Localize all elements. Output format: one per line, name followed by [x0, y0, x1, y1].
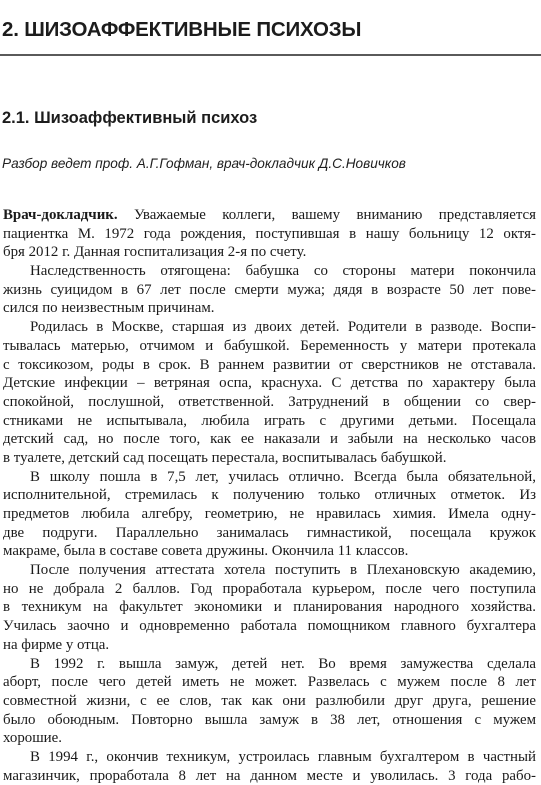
- text-line: магазинчик, проработала 8 лет на данном месте и уволилась. 3 года рабо-: [3, 767, 536, 784]
- text-line: Наследственность отягощена: бабушка со стороны матери покончила: [30, 263, 536, 280]
- speaker-label: Врач-докладчик.: [3, 207, 118, 223]
- text-line: стниками не испытывала, любила играть с другими детьми. Посещала: [3, 412, 536, 429]
- text-line: тывалась матерью, отчимом и бабушкой. Беременность у матери протекала: [3, 337, 536, 354]
- text-line: на фирме у отца.: [3, 636, 110, 653]
- body-text: [3, 206, 536, 785]
- text-line: жизнь суицидом в 67 лет после смерти мужа; дядя в возрасте 50 лет пове-: [3, 281, 536, 298]
- text-line: в туалете, детский сад посещать перестала, воспитывалась бабушкой.: [3, 449, 447, 466]
- text-line: Родилась в Москве, старшая из двоих детей. Родители в разводе. Воспи-: [30, 319, 536, 336]
- text-line: спокойной, послушной, ответственной. Затруднений в общении со свер-: [3, 393, 536, 410]
- text-line: предметов любила алгебру, геометрию, не нравилась химия. Имела одну-: [3, 506, 536, 522]
- text-line: После получения аттестата хотела поступить в Плехановскую академию,: [30, 562, 536, 579]
- text-line: В школу пошла в 7,5 лет, училась отлично. Всегда была обязательной,: [30, 468, 536, 485]
- text-line: пациентка М. 1972 года рождения, поступившая в нашу больницу 12 октя-: [3, 225, 536, 242]
- chapter-title: 2. ШИЗОАФФЕКТИВНЫЕ ПСИХОЗЫ: [2, 18, 362, 41]
- text-line: Училась заочно и одновременно работала помощником главного бухгалтера: [3, 618, 536, 635]
- text-line: В 1994 г., окончив техникум, устроилась главным бухгалтером в частный: [30, 748, 536, 765]
- text-line: бря 2012 г. Данная госпитализация 2-я по счету.: [3, 244, 307, 261]
- text-line: две подруги. Параллельно занималась гимнастикой, посещала кружок: [3, 524, 536, 541]
- text-line: Врач-докладчик. Уважаемые коллеги, вашему вниманию представляется: [3, 207, 536, 223]
- text-line: но не добрала 2 баллов. Год проработала курьером, после чего поступила: [3, 580, 536, 597]
- text-line: хорошие.: [3, 730, 62, 747]
- text-line: детский сад, но после того, как ее наказали и забыли на несколько часов: [3, 431, 536, 448]
- text-line: В 1992 г. вышла замуж, детей нет. Во время замужества сделала: [30, 655, 536, 672]
- text-line: в техникум на факультет экономики и планирования народного хозяйства.: [3, 599, 536, 616]
- text-line: сился по неизвестным причинам.: [3, 300, 215, 317]
- byline: Разбор ведет проф. А.Г.Гофман, врач-докладчик Д.С.Новичков: [2, 156, 406, 171]
- text-line: с токсикозом, роды в срок. В раннем развитии от сверстников не отставала.: [3, 356, 536, 373]
- text-line: исполнительной, стремилась к получению только отличных отметок. Из: [3, 487, 536, 504]
- chapter-divider: [0, 54, 541, 56]
- text-line: было обоюдным. Повторно вышла замуж в 38 лет, отношения с мужем: [3, 711, 536, 728]
- text-line: макраме, была в составе совета дружины. Окончила 11 классов.: [3, 543, 409, 560]
- text-line: Детские инфекции – ветряная оспа, краснуха. С детства по характеру была: [3, 375, 536, 392]
- section-title: 2.1. Шизоаффективный психоз: [2, 109, 258, 127]
- text-line: аборт, после чего детей иметь не может. Развелась с мужем после 8 лет: [3, 674, 536, 691]
- text-line: совместной жизни, с ее слов, так как они разлюбили друг друга, решение: [3, 692, 536, 709]
